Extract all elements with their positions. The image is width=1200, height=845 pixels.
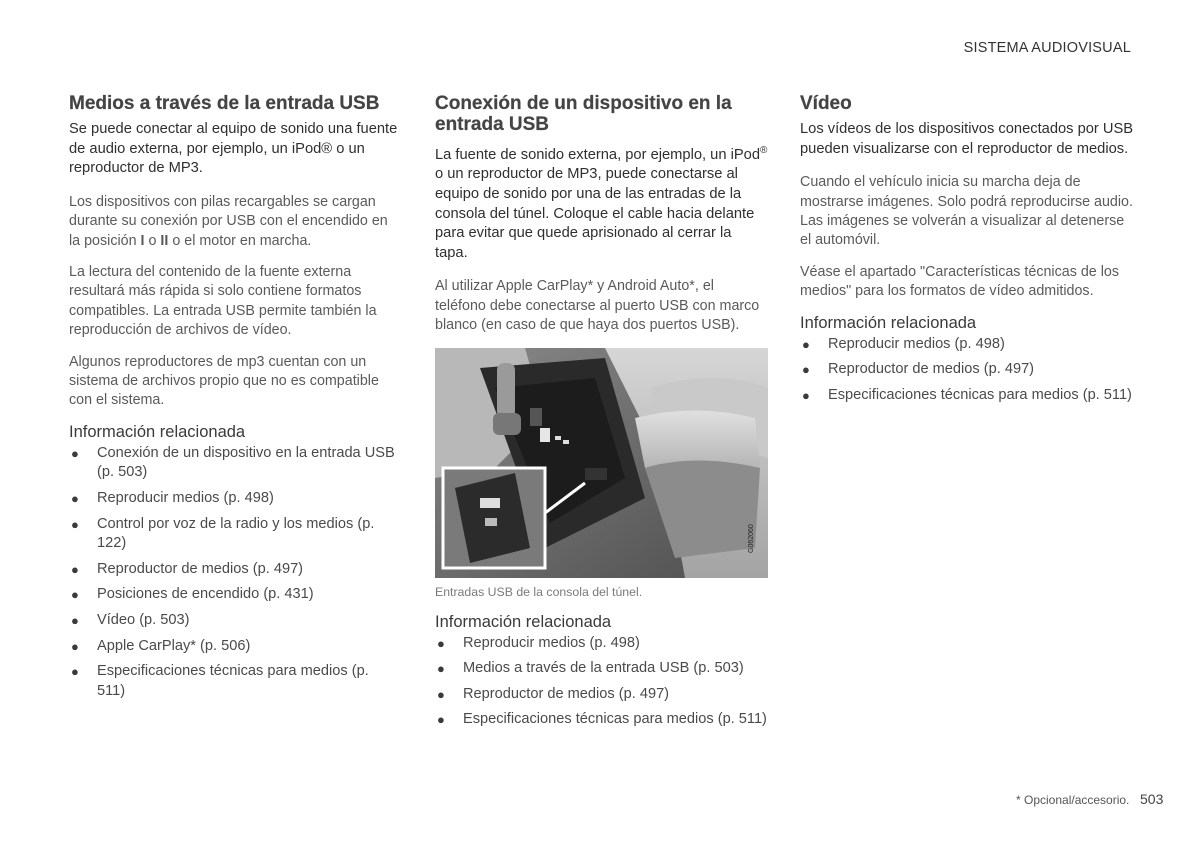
related-link[interactable] — [69, 662, 399, 701]
related-link[interactable] — [435, 659, 768, 679]
bullet-icon: ● — [71, 561, 79, 577]
column-connect-device — [435, 93, 768, 736]
related-list — [800, 335, 1135, 406]
bullet-icon: ● — [71, 516, 79, 532]
related-link-text: Posiciones de encendido (p. 431) — [97, 586, 314, 603]
related-link[interactable] — [69, 611, 399, 631]
related-list — [435, 634, 768, 730]
related-link-text: Reproductor de medios (p. 497) — [97, 560, 304, 577]
section-title: Vídeo — [800, 93, 852, 114]
related-link[interactable] — [800, 360, 1135, 380]
page-number: 503 — [1140, 791, 1164, 807]
related-list — [69, 444, 399, 702]
ignition-position-ii: II — [160, 232, 169, 249]
related-link[interactable] — [69, 560, 399, 580]
usb-console-photo — [435, 348, 768, 578]
bullet-icon: ● — [71, 491, 79, 507]
related-link[interactable] — [435, 634, 768, 654]
lead-paragraph: Los vídeos de los dispositivos conectados por USB pueden visualizarse con el reproductor de medios. — [800, 121, 1134, 157]
related-link-text: Reproductor de medios (p. 497) — [463, 685, 670, 702]
related-link[interactable] — [435, 710, 768, 730]
lead-paragraph: La fuente de sonido externa, por ejemplo, un iPod® o un reproductor de MP3, puede conectarse al equipo de sonido por una de las entradas de la consola del túnel. Coloque el cable hacia delante para evitar que quede aprisionado al cerrar la tapa. — [435, 145, 768, 261]
related-link-text: Reproducir medios (p. 498) — [828, 335, 1005, 352]
related-info-title: Información relacionada — [69, 422, 246, 441]
formats-paragraph: La lectura del contenido de la fuente externa resultará más rápida si solo contiene formatos compatibles. La entrada USB permite también la reproducción de archivos de vídeo. — [69, 264, 377, 339]
related-link[interactable] — [69, 489, 399, 509]
related-link[interactable] — [800, 335, 1135, 355]
related-link-text: Reproductor de medios (p. 497) — [828, 361, 1035, 378]
ignition-position-i: I — [140, 232, 145, 249]
related-link[interactable] — [69, 585, 399, 605]
related-link[interactable] — [69, 515, 399, 554]
bullet-icon: ● — [71, 445, 79, 461]
optional-footnote: * Opcional/accesorio. — [1016, 793, 1130, 807]
bullet-icon: ● — [71, 664, 79, 680]
bullet-icon: ● — [802, 362, 810, 378]
specs-paragraph: Véase el apartado "Características técnicas de los medios" para los formatos de vídeo admitidos. — [800, 263, 1119, 300]
bullet-icon: ● — [71, 613, 79, 628]
related-link-text: Reproducir medios (p. 498) — [463, 634, 640, 651]
bullet-icon: ● — [437, 661, 445, 677]
related-link[interactable] — [435, 685, 768, 705]
related-link-text: Conexión de un dispositivo en la entrada USB (p. 503) — [97, 444, 395, 481]
related-link[interactable] — [69, 444, 399, 483]
related-link-text: Especificaciones técnicas para medios (p. 511) — [828, 386, 1132, 403]
related-link[interactable] — [69, 637, 399, 657]
related-info-title: Información relacionada — [800, 313, 977, 332]
column-usb-media — [69, 93, 399, 707]
bullet-icon: ● — [437, 712, 445, 728]
lead-paragraph: Se puede conectar al equipo de sonido una fuente de audio externa, por ejemplo, un iPod® o un reproductor de MP3. — [69, 121, 398, 177]
image-code: G062060 — [748, 523, 755, 553]
section-header: SISTEMA AUDIOVISUAL — [963, 40, 1131, 56]
related-link-text: Medios a través de la entrada USB (p. 503) — [463, 660, 744, 677]
related-link-text: Especificaciones técnicas para medios (p. 511) — [463, 711, 767, 728]
photo-caption: Entradas USB de la consola del túnel. — [435, 584, 643, 599]
related-link-text: Reproducir medios (p. 498) — [97, 490, 274, 507]
mp3-paragraph: Algunos reproductores de mp3 cuentan con un sistema de archivos propio que no es compatible con el sistema. — [69, 353, 379, 409]
section-title: Conexión de un dispositivo en la entrada USB — [435, 93, 732, 135]
bullet-icon: ● — [437, 635, 445, 651]
related-link-text: Control por voz de la radio y los medios (p. 122) — [97, 515, 375, 552]
driving-paragraph: Cuando el vehículo inicia su marcha deja de mostrarse imágenes. Solo podrá reproducirse audio. Las imágenes se volverán a visualizar al detenerse el automóvil. — [800, 174, 1133, 249]
related-link-text: Especificaciones técnicas para medios (p. 511) — [97, 663, 369, 699]
bullet-icon: ● — [71, 587, 79, 603]
section-title: Medios a través de la entrada USB — [69, 93, 380, 114]
related-link-text: Apple CarPlay* (p. 506) — [97, 637, 251, 654]
carplay-paragraph: Al utilizar Apple CarPlay* y Android Auto*, el teléfono debe conectarse al puerto USB con marco blanco (en caso de que haya dos puertos USB). — [435, 278, 760, 334]
bullet-icon: ● — [437, 686, 445, 702]
column-video — [800, 93, 1135, 411]
bullet-icon: ● — [802, 336, 810, 352]
bullet-icon: ● — [802, 387, 810, 403]
related-link[interactable] — [800, 386, 1135, 406]
charging-paragraph: Los dispositivos con pilas recargables se cargan durante su conexión por USB con el encendido en la posición I o II o el motor en marcha. — [69, 193, 388, 249]
related-info-title: Información relacionada — [435, 612, 612, 631]
bullet-icon: ● — [71, 638, 79, 654]
related-link-text: Vídeo (p. 503) — [97, 612, 190, 628]
